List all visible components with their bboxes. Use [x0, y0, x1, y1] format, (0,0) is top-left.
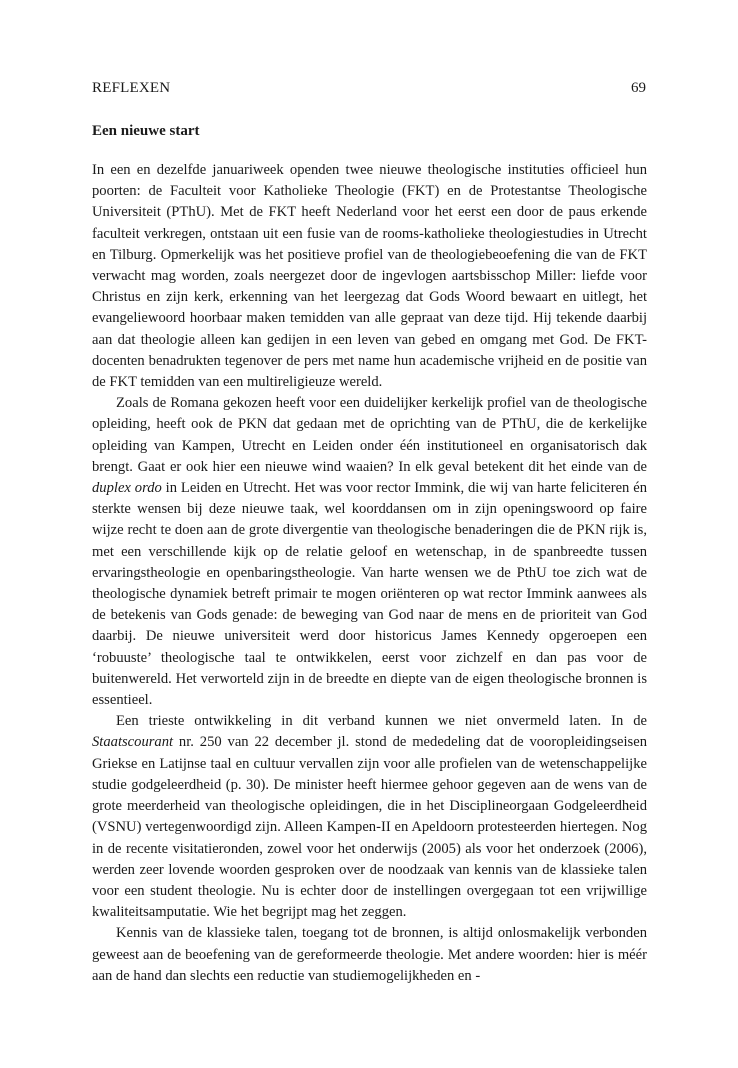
article-body	[92, 160, 647, 987]
page-number: 69	[631, 80, 646, 96]
paragraph-text: nr. 250 van 22 december jl. stond de mededeling dat de vooropleidingseisen Griekse en Latijnse taal en cultuur vervallen zijn voor alle profielen van de wetenschappelijke studie godgeleerdheid (p. 30). De minister heeft hiermee gehoor gegeven aan de wens van de grote meerderheid van theologische opleidingen, die in het Disciplineorgaan Godgeleerdheid (VSNU) vertegenwoordigd zijn. Alleen Kampen-II en Apeldoorn protesteerden hiertegen. Nog in de recente visitatieronden, zowel voor het onderwijs (2005) als voor het onderzoek (2006), werden zeer lovende woorden gesproken over de noodzaak van kennis van de klassieke talen voor een student theologie. Nu is echter door de instellingen overgegaan tot een vrijwillige kwaliteitsamputatie. Wie het begrijpt mag het zeggen.	[92, 734, 647, 921]
paragraph-text: in Leiden en Utrecht. Het was voor rector Immink, die wij van harte feliciteren én sterkte wensen bij deze nieuwe taak, wel koorddansen om in zijn openingswoord op faire wijze recht te doen aan de grote divergentie van theologische benaderingen die de PKN rijk is, met een verschillende kijk op de relatie geloof en wetenschap, in de spanbreedte tussen ervaringstheologie en openbaringstheologie. Van harte wensen we de PthU toe zich wat de theologische dynamiek betreft primair te mogen oriënteren op wat rector Immink aanwees als de betekenis van Gods genade: de beweging van God naar de mens en de prioriteit van God daarbij. De nieuwe universiteit werd door historicus James Kennedy opgeroepen een ‘robuuste’ theologische taal te ontwikkelen, eerst voor zichzelf en dan pas voor de buitenwereld. Het verworteld zijn in de breedte en diepte van de eigen theologische bronnen is essentieel.	[92, 480, 647, 709]
paragraph-2	[92, 393, 647, 711]
article-title: Een nieuwe start	[92, 123, 200, 139]
paragraph-text: In een en dezelfde januariweek openden twee nieuwe theologische instituties officieel hun poorten: de Faculteit voor Katholieke Theologie (FKT) en de Protestantse Theologische Universiteit (PThU). Met de FKT heeft Nederland voor het eerst een door de paus erkende faculteit verkregen, ontstaan uit een fusie van de rooms-katholieke theologiestudies in Utrecht en Tilburg. Opmerkelijk was het positieve profiel van de theologiebeoefening die van de FKT verwacht mag worden, zoals neergezet door de ingevlogen aartsbisschop Miller: liefde voor Christus en zijn kerk, erkenning van het leergezag dat Gods Woord bewaart en uitlegt, het evangeliewoord hoorbaar maken temidden van alle gepraat van deze tijd. Hij tekende daarbij aan dat theologie alleen kan gedijen in een leven van gebed en omgang met God. De FKT-docenten benadrukten tegenover de pers met name hun academische vrijheid en de positie van de FKT temidden van een multireligieuze wereld.	[92, 162, 647, 391]
paragraph-1	[92, 160, 647, 393]
paragraph-text: Zoals de Romana gekozen heeft voor een duidelijker kerkelijk profiel van de theologische opleiding, heeft ook de PKN dat gedaan met de oprichting van de PThU, die de kerkelijke opleiding van Kampen, Utrecht en Leiden onder één institutioneel en organisatorisch dak brengt. Gaat er ook hier een nieuwe wind waaien? In elk geval betekent dit het einde van de	[92, 395, 647, 475]
running-title: REFLEXEN	[92, 80, 171, 96]
paragraph-4	[92, 923, 647, 987]
italic-term: Staatscourant	[92, 734, 174, 751]
paragraph-text: Kennis van de klassieke talen, toegang tot de bronnen, is altijd onlosmakelijk verbonden geweest aan de beoefening van de gereformeerde theologie. Met andere woorden: hier is méér aan de hand dan slechts een reductie van studiemogelijkheden en -	[92, 925, 647, 984]
italic-term: duplex ordo	[92, 480, 162, 497]
paragraph-3	[92, 711, 647, 923]
paragraph-text: Een trieste ontwikkeling in dit verband kunnen we niet onvermeld laten. In de	[116, 713, 647, 730]
